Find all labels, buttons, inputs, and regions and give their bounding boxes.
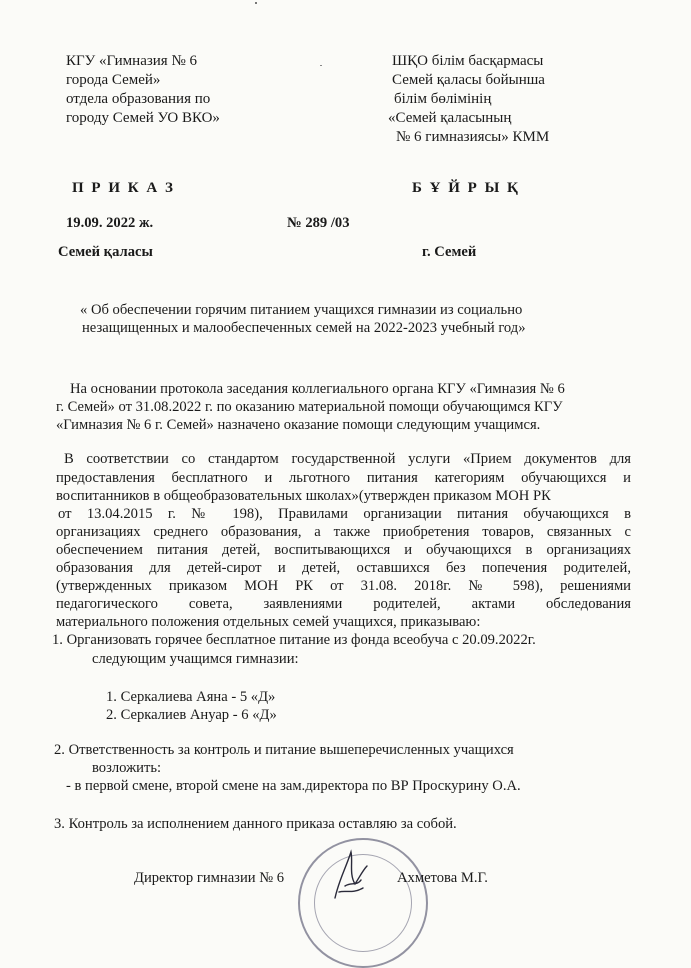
header-right-line: Семей қаласы бойынша <box>392 72 545 88</box>
student-row: 2. Серкалиев Ануар - 6 «Д» <box>106 707 277 723</box>
para2-line: организациях среднего образования, а также приобретения товаров, связанных с <box>56 524 631 540</box>
header-right-line: «Семей қаласының <box>388 110 512 126</box>
para2-line: образования для детей-сирот и детей, оставшихся без попечения родителей, <box>56 560 631 576</box>
item2-line: возложить: <box>92 760 162 776</box>
item2-line: - в первой смене, второй смене на зам.директора по ВР Проскурину О.А. <box>66 778 521 794</box>
director-name: Ахметова М.Г. <box>397 870 488 886</box>
title-ru: П Р И К А З <box>72 180 175 196</box>
director-position: Директор гимназии № 6 <box>134 870 285 886</box>
subject-line: незащищенных и малообеспеченных семей на 2022-2023 учебный год» <box>82 320 526 337</box>
para1-line: г. Семей» от 31.08.2022 г. по оказанию материальной помощи обучающимся КГУ <box>56 399 563 415</box>
scan-speck <box>255 2 257 4</box>
header-left-line: городу Семей УО ВКО» <box>66 110 220 126</box>
header-right-line: ШҚО білім басқармасы <box>392 53 544 69</box>
order-number: № 289 /03 <box>287 215 350 231</box>
para2-line: (утвержденных приказом МОН РК от 31.08. 2018г. № 598), решениями <box>56 578 631 594</box>
item2-line: 2. Ответственность за контроль и питание вышеперечисленных учащихся <box>54 742 514 758</box>
header-left-line: города Семей» <box>66 72 161 88</box>
para1-line: На основании протокола заседания коллегиального органа КГУ «Гимназия № 6 <box>70 381 565 397</box>
header-right-line: № 6 гимназиясы» КММ <box>396 129 550 145</box>
para2-line: материального положения отдельных семей учащихся, приказываю: <box>56 614 481 630</box>
para2-line: педагогического совета, заявлениями родителей, актами обследования <box>56 596 631 612</box>
para2-line: обеспечением питания детей, воспитывающихся и обучающихся в организациях <box>56 542 631 558</box>
header-right <box>388 52 549 147</box>
header-right-line: білім бөлімінің <box>394 91 492 107</box>
subject-line: « Об обеспечении горячим питанием учащихся гимназии из социально <box>80 302 523 318</box>
student-row: 1. Серкалиева Аяна - 5 «Д» <box>106 689 276 705</box>
header-left-line: отдела образования по <box>66 91 211 107</box>
scan-speck <box>320 65 322 66</box>
header-left <box>66 52 220 128</box>
header-left-line: КГУ «Гимназия № 6 <box>66 53 198 69</box>
item1-line: 1. Организовать горячее бесплатное питание из фонда всеобуча с 20.09.2022г. <box>52 632 536 648</box>
city-ru: г. Семей <box>422 244 477 260</box>
item1-line: следующим учащимся гимназии: <box>92 651 299 667</box>
signature <box>305 840 385 910</box>
order-date: 19.09. 2022 ж. <box>66 215 154 231</box>
title-kz: Б Ұ Й Р Ы Қ <box>412 180 520 196</box>
item3-line: 3. Контроль за исполнением данного приказа оставляю за собой. <box>54 816 457 832</box>
para2-line: от 13.04.2015 г. № 198), Правилами организации питания обучающихся в <box>58 506 631 522</box>
subject <box>80 301 526 338</box>
city-kz: Семей қаласы <box>58 244 153 260</box>
para1-line: «Гимназия № 6 г. Семей» назначено оказание помощи следующим учащимся. <box>56 417 541 433</box>
para2-line: предоставления бесплатного и льготного питания категориям обучающихся и <box>56 470 631 486</box>
para2-line: В соответствии со стандартом государственной услуги «Прием документов для <box>64 451 631 467</box>
para2-line: воспитанников в общеобразовательных школах»(утвержден приказом МОН РК <box>56 488 551 504</box>
